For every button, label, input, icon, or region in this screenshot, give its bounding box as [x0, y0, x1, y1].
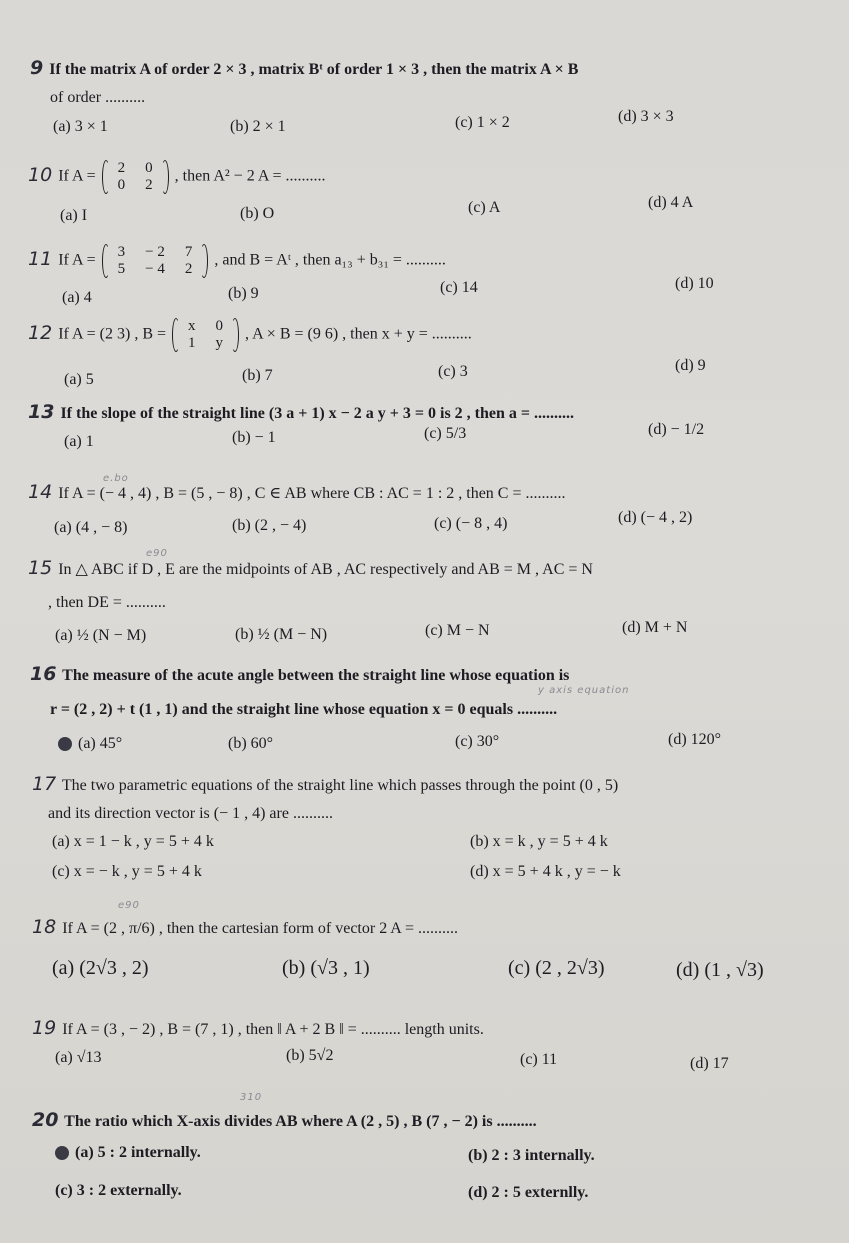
question-17-option-b[interactable]: (b) x = k , y = 5 + 4 k	[470, 833, 608, 850]
question-14-stem: 14 If A = (− 4 , 4) , B = (5 , − 8) , C ∈ AB where CB : AC = 1 : 2 , then C = ..........	[28, 481, 566, 503]
question-12-option-d[interactable]: (d) 9	[675, 357, 706, 374]
question-20-option-a[interactable]: (a) 5 : 2 internally.	[55, 1143, 201, 1163]
question-9-option-d[interactable]: (d) 3 × 3	[618, 108, 674, 125]
question-15-stem: 15 In △ ABC if D , E are the midpoints of AB , AC respectively and AB = M , AC = N	[28, 557, 593, 579]
question-14-handwriting: e.bo	[103, 473, 129, 484]
question-14-option-d[interactable]: (d) (− 4 , 2)	[618, 509, 693, 526]
question-10-matrix: 2 0 0 2	[102, 160, 169, 194]
question-11-option-c[interactable]: (c) 14	[440, 279, 478, 296]
question-10-stem: 10 If A = 2 0 0 2 , then A² − 2 A = ..........	[28, 160, 326, 193]
question-14-option-a[interactable]: (a) (4 , − 8)	[54, 519, 128, 536]
question-15-option-d[interactable]: (d) M + N	[622, 619, 688, 636]
question-20-option-b[interactable]: (b) 2 : 3 internally.	[468, 1147, 595, 1164]
question-20-selected-mark	[55, 1146, 69, 1160]
question-19-option-a[interactable]: (a) √13	[55, 1049, 102, 1066]
question-18-option-d[interactable]: (d) (1 , √3)	[676, 959, 764, 981]
question-18-handwriting: e90	[118, 900, 140, 911]
question-20-option-c[interactable]: (c) 3 : 2 externally.	[55, 1182, 182, 1199]
question-9-stem-line2: of order ..........	[50, 89, 146, 106]
question-16-handwriting: y axis equation	[538, 685, 630, 696]
question-11-option-a[interactable]: (a) 4	[62, 289, 92, 306]
question-18-option-b[interactable]: (b) (√3 , 1)	[282, 957, 370, 979]
question-18-stem: 18 If A = (2 , π/6) , then the cartesian form of vector 2 A = ..........	[32, 916, 458, 938]
question-16-stem: 16 The measure of the acute angle between the straight line whose equation is	[30, 663, 570, 685]
question-16-option-a[interactable]: (a) 45°	[58, 734, 122, 754]
question-12-option-b[interactable]: (b) 7	[242, 367, 273, 384]
question-19-option-d[interactable]: (d) 17	[690, 1055, 729, 1072]
question-13-option-c[interactable]: (c) 5/3	[424, 425, 467, 442]
question-14-option-c[interactable]: (c) (− 8 , 4)	[434, 515, 508, 532]
question-19-stem: 19 If A = (3 , − 2) , B = (7 , 1) , then ‖ A + 2 B ‖ = .......... length units.	[32, 1017, 484, 1039]
question-13-stem: 13 If the slope of the straight line (3 a + 1) x − 2 a y + 3 = 0 is 2 , then a = ..........	[28, 401, 575, 423]
question-15-handwriting: e90	[146, 548, 168, 559]
question-10-option-d[interactable]: (d) 4 A	[648, 194, 694, 211]
question-13-option-a[interactable]: (a) 1	[64, 433, 94, 450]
question-14-option-b[interactable]: (b) (2 , − 4)	[232, 517, 307, 534]
question-10-option-c[interactable]: (c) A	[468, 199, 501, 216]
question-15-option-b[interactable]: (b) ½ (M − N)	[235, 626, 328, 643]
question-9-option-c[interactable]: (c) 1 × 2	[455, 114, 510, 131]
question-10-option-a[interactable]: (a) I	[60, 207, 88, 224]
question-9-option-a[interactable]: (a) 3 × 1	[53, 118, 108, 135]
question-12-matrix: x 0 1 y	[172, 318, 239, 352]
question-17-option-c[interactable]: (c) x = − k , y = 5 + 4 k	[52, 863, 202, 880]
question-13-option-d[interactable]: (d) − 1/2	[648, 421, 705, 438]
question-11-matrix: 3 − 2 7 5 − 4 2	[102, 244, 209, 278]
question-17-stem: 17 The two parametric equations of the straight line which passes through the point (0 , 5)	[32, 773, 619, 795]
question-11-option-d[interactable]: (d) 10	[675, 275, 714, 292]
question-17-stem-line2: and its direction vector is (− 1 , 4) are ..........	[48, 805, 333, 822]
question-11-stem: 11 If A = 3 − 2 7 5 − 4 2 , and B = Aᵗ , then a₁₃ + b₃₁ = ..........	[28, 244, 446, 277]
question-15-stem-line2: , then DE = ..........	[48, 594, 166, 611]
question-12-stem: 12 If A = (2 3) , B = x 0 1 y , A × B = (9 6) , then x + y = ..........	[28, 318, 472, 351]
question-19-option-b[interactable]: (b) 5√2	[286, 1047, 334, 1064]
question-9-stem: 9 If the matrix A of order 2 × 3 , matrix Bᵗ of order 1 × 3 , then the matrix A × B	[30, 57, 579, 79]
question-9-option-b[interactable]: (b) 2 × 1	[230, 118, 286, 135]
question-20-option-d[interactable]: (d) 2 : 5 externlly.	[468, 1184, 589, 1201]
question-12-option-c[interactable]: (c) 3	[438, 363, 468, 380]
question-19-option-c[interactable]: (c) 11	[520, 1051, 558, 1068]
question-16-selected-mark	[58, 737, 72, 751]
question-11-option-b[interactable]: (b) 9	[228, 285, 259, 302]
question-17-option-a[interactable]: (a) x = 1 − k , y = 5 + 4 k	[52, 833, 214, 850]
question-18-option-c[interactable]: (c) (2 , 2√3)	[508, 957, 605, 979]
question-20-stem: 20 The ratio which X-axis divides AB where A (2 , 5) , B (7 , − 2) is ..........	[32, 1109, 537, 1131]
question-10-option-b[interactable]: (b) O	[240, 205, 275, 222]
question-17-option-d[interactable]: (d) x = 5 + 4 k , y = − k	[470, 863, 621, 880]
question-18-option-a[interactable]: (a) (2√3 , 2)	[52, 957, 149, 979]
question-16-option-c[interactable]: (c) 30°	[455, 733, 500, 750]
question-20-handwriting: 310	[240, 1092, 263, 1103]
question-15-option-c[interactable]: (c) M − N	[425, 622, 490, 639]
question-16-option-b[interactable]: (b) 60°	[228, 735, 274, 752]
question-16-option-d[interactable]: (d) 120°	[668, 731, 722, 748]
question-15-option-a[interactable]: (a) ½ (N − M)	[55, 627, 147, 644]
question-16-stem-line2: r = (2 , 2) + t (1 , 1) and the straight line whose equation x = 0 equals ..........	[50, 701, 558, 718]
question-13-option-b[interactable]: (b) − 1	[232, 429, 276, 446]
question-12-option-a[interactable]: (a) 5	[64, 371, 94, 388]
